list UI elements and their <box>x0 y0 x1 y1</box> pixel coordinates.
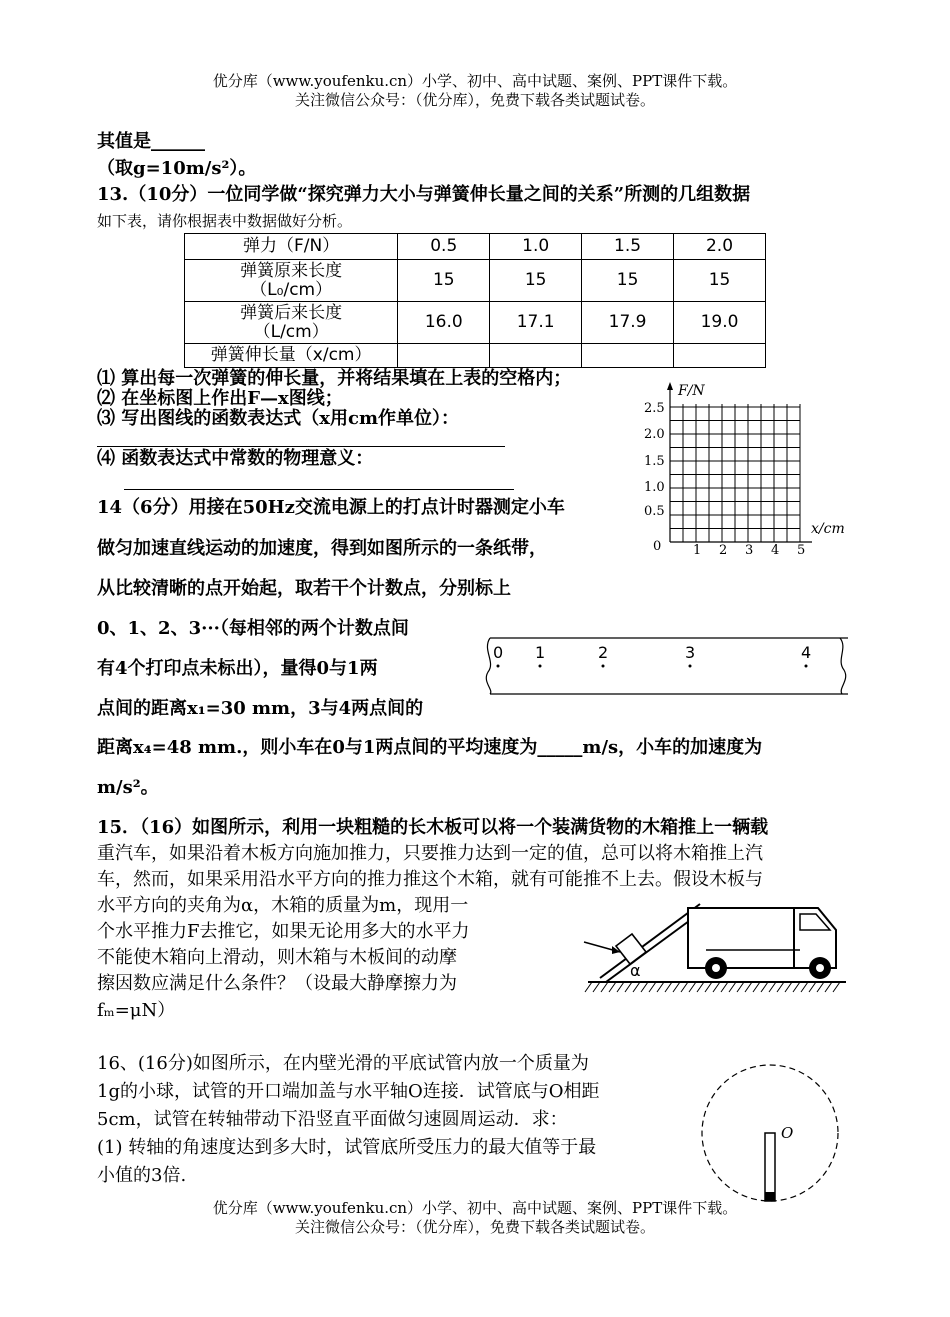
y-axis-arrow-icon <box>667 382 673 390</box>
x-axis-label: x/cm <box>811 521 845 537</box>
footer-line-1: 优分库（www.youfenku.cn）小学、初中、高中试题、案例、PPT课件下载。 <box>212 1199 738 1217</box>
footer-line-2: 关注微信公众号：（优分库），免费下载各类试题试卷。 <box>294 1218 655 1236</box>
x-tick-label: 2 <box>719 543 728 558</box>
row-label-extension: 弹簧伸长量（x/cm） <box>185 344 398 368</box>
y-tick-label: 2.5 <box>644 401 665 416</box>
force-cell: 2.0 <box>674 234 766 260</box>
row-label-final-length: 弹簧后来长度（L/cm） <box>185 302 398 344</box>
ground-hatch-line <box>705 982 712 992</box>
ground-hatch-line <box>625 982 632 992</box>
y-axis-label: F/N <box>678 383 705 399</box>
q13-item-3: ⑶ 写出图线的函数表达式（x用cm作单位）： <box>97 408 460 429</box>
q14-line-7: 距离x₄=48 mm.，则小车在0与1两点间的平均速度为_____m/s，小车的加速度为 <box>97 737 763 758</box>
ground-hatch-line <box>721 982 728 992</box>
tape-dot <box>689 665 692 668</box>
ground-hatch-line <box>649 982 656 992</box>
ground-hatch-line <box>777 982 784 992</box>
final-length-cell: 17.1 <box>490 302 582 344</box>
q13-title: 13.（10分）一位同学做“探究弹力大小与弹簧伸长量之间的关系”所测的几组数据 <box>97 184 751 205</box>
final-length-cell: 16.0 <box>398 302 490 344</box>
ground-hatch-line <box>809 982 816 992</box>
q12-line-2: （取g=10m/s²）。 <box>97 158 257 179</box>
ground-hatch-line <box>729 982 736 992</box>
angle-label: α <box>630 961 641 980</box>
truck-cargo-box <box>688 908 794 968</box>
q12-line-1: 其值是______ <box>97 131 205 152</box>
ground-hatch-line <box>761 982 768 992</box>
q15-line-3: 车，然而，如果采用沿水平方向的推力推这个木箱，就有可能推不上去。假设木板与 <box>97 869 763 890</box>
q13-item-1: ⑴ 算出每一次弹簧的伸长量，并将结果填在上表的空格内； <box>97 368 572 389</box>
q16-line-3: 5cm，试管在转轴带动下沿竖直平面做匀速圆周运动．求： <box>97 1109 568 1130</box>
q14-line-6: 点间的距离x₁=30 mm，3与4两点间的 <box>97 698 424 719</box>
x-tick-label: 5 <box>797 543 806 558</box>
tape-point-label: 1 <box>535 643 546 662</box>
extension-cell-blank[interactable] <box>398 344 490 368</box>
tape-dot <box>539 665 542 668</box>
q15-line-2: 重汽车，如果沿着木板方向施加推力，只要推力达到一定的值，总可以将木箱推上汽 <box>97 843 763 864</box>
q13-item-4: ⑷ 函数表达式中常数的物理意义： <box>97 448 374 469</box>
y-tick-label: 0.5 <box>644 504 665 519</box>
ground-hatch-line <box>633 982 640 992</box>
extension-cell-blank[interactable] <box>582 344 674 368</box>
ground-hatch-line <box>745 982 752 992</box>
q16-line-5: 小值的3倍. <box>97 1165 187 1186</box>
q13-item-2: ⑵ 在坐标图上作出F—x图线； <box>97 388 343 409</box>
extension-cell-blank[interactable] <box>674 344 766 368</box>
q14-line-3: 从比较清晰的点开始起，取若干个计数点，分别标上 <box>97 578 511 599</box>
row-label-force: 弹力（F/N） <box>185 234 398 260</box>
ground-hatch-line <box>801 982 808 992</box>
ground-hatch-line <box>769 982 776 992</box>
ground-hatch-line <box>673 982 680 992</box>
final-length-cell: 19.0 <box>674 302 766 344</box>
q14-line-4: 0、1、2、3···（每相邻的两个计数点间 <box>97 618 409 639</box>
ground-hatch-line <box>585 982 592 992</box>
tape-point-label: 2 <box>598 643 609 662</box>
ground-hatch-line <box>785 982 792 992</box>
original-length-cell: 15 <box>582 260 674 302</box>
y-tick-label: 1.0 <box>644 480 665 495</box>
ground-hatch-line <box>689 982 696 992</box>
tape-dot <box>497 665 500 668</box>
q16-line-2: 1g的小球，试管的开口端加盖与水平轴O连接．试管底与O相距 <box>97 1081 600 1102</box>
ground-hatch-line <box>641 982 648 992</box>
q15-line-7: 擦因数应满足什么条件？（设最大静摩擦力为 <box>97 973 457 994</box>
ground-hatch-line <box>697 982 704 992</box>
axis-o-label: O <box>781 1124 794 1142</box>
y-tick-label: 2.0 <box>644 427 665 442</box>
ground-hatch-line <box>609 982 616 992</box>
tape-torn-edge-left <box>486 638 491 694</box>
ground-hatch-line <box>665 982 672 992</box>
y-tick-label: 1.5 <box>644 454 665 469</box>
force-cell: 0.5 <box>398 234 490 260</box>
original-length-cell: 15 <box>398 260 490 302</box>
rotating-tube-figure <box>695 1058 845 1208</box>
q16-line-4: (1) 转轴的角速度达到多大时，试管底所受压力的最大值等于最 <box>97 1137 597 1158</box>
header-line-2: 关注微信公众号：（优分库），免费下载各类试题试卷。 <box>294 91 655 109</box>
origin-label: 0 <box>653 539 662 554</box>
ground-hatch-line <box>817 982 824 992</box>
paper-tape-figure <box>478 632 856 700</box>
ground-hatch-line <box>601 982 608 992</box>
ground-hatch-line <box>833 982 840 992</box>
ground-hatch-line <box>657 982 664 992</box>
q14-line-8: m/s²。 <box>97 777 159 798</box>
final-length-cell: 17.9 <box>582 302 674 344</box>
q15-line-4: 水平方向的夹角为α，木箱的质量为m，现用一 <box>97 895 469 916</box>
tape-point-label: 4 <box>801 643 812 662</box>
spring-data-table <box>184 233 766 368</box>
tape-torn-edge-right <box>840 638 846 694</box>
x-tick-label: 4 <box>771 543 780 558</box>
x-tick-label: 3 <box>745 543 754 558</box>
extension-cell-blank[interactable] <box>490 344 582 368</box>
wooden-box <box>616 934 646 964</box>
ground-hatch-line <box>753 982 760 992</box>
original-length-cell: 15 <box>674 260 766 302</box>
q14-line-5: 有4个打印点未标出），量得0与1两 <box>97 658 378 679</box>
ground-hatch-line <box>793 982 800 992</box>
q14-line-2: 做匀加速直线运动的加速度，得到如图所示的一条纸带， <box>97 538 547 559</box>
q13-subtitle: 如下表，请你根据表中数据做好分析。 <box>97 212 353 230</box>
ground-hatch-line <box>737 982 744 992</box>
tape-dot <box>805 665 808 668</box>
ground-hatch-line <box>681 982 688 992</box>
truck-ramp-figure <box>570 890 850 1000</box>
row-label-original-length: 弹簧原来长度（L₀/cm） <box>185 260 398 302</box>
q15-line-6: 不能使木箱向上滑动，则木箱与木板间的动摩 <box>97 947 457 968</box>
answer-line-constant[interactable] <box>124 489 514 490</box>
ground-hatch-line <box>713 982 720 992</box>
q16-line-1: 16、(16分)如图所示，在内壁光滑的平底试管内放一个质量为 <box>97 1053 589 1074</box>
tape-point-label: 3 <box>685 643 696 662</box>
tape-point-label: 0 <box>493 643 504 662</box>
x-tick-label: 1 <box>693 543 702 558</box>
original-length-cell: 15 <box>490 260 582 302</box>
ground-hatch-line <box>825 982 832 992</box>
header-line-1: 优分库（www.youfenku.cn）小学、初中、高中试题、案例、PPT课件下载。 <box>212 72 738 90</box>
q15-line-5: 个水平推力F去推它，如果无论用多大的水平力 <box>97 921 470 942</box>
force-extension-graph <box>640 380 855 560</box>
q15-line-1: 15．（16）如图所示，利用一块粗糙的长木板可以将一个装满货物的木箱推上一辆载 <box>97 817 769 838</box>
tape-dot <box>602 665 605 668</box>
q15-line-8: fₘ=μN） <box>97 1000 176 1021</box>
q14-line-1: 14（6分）用接在50Hz交流电源上的打点计时器测定小车 <box>97 497 565 518</box>
ground-hatch-line <box>593 982 600 992</box>
force-cell: 1.0 <box>490 234 582 260</box>
ground-hatch-line <box>617 982 624 992</box>
force-cell: 1.5 <box>582 234 674 260</box>
test-tube <box>765 1133 775 1201</box>
